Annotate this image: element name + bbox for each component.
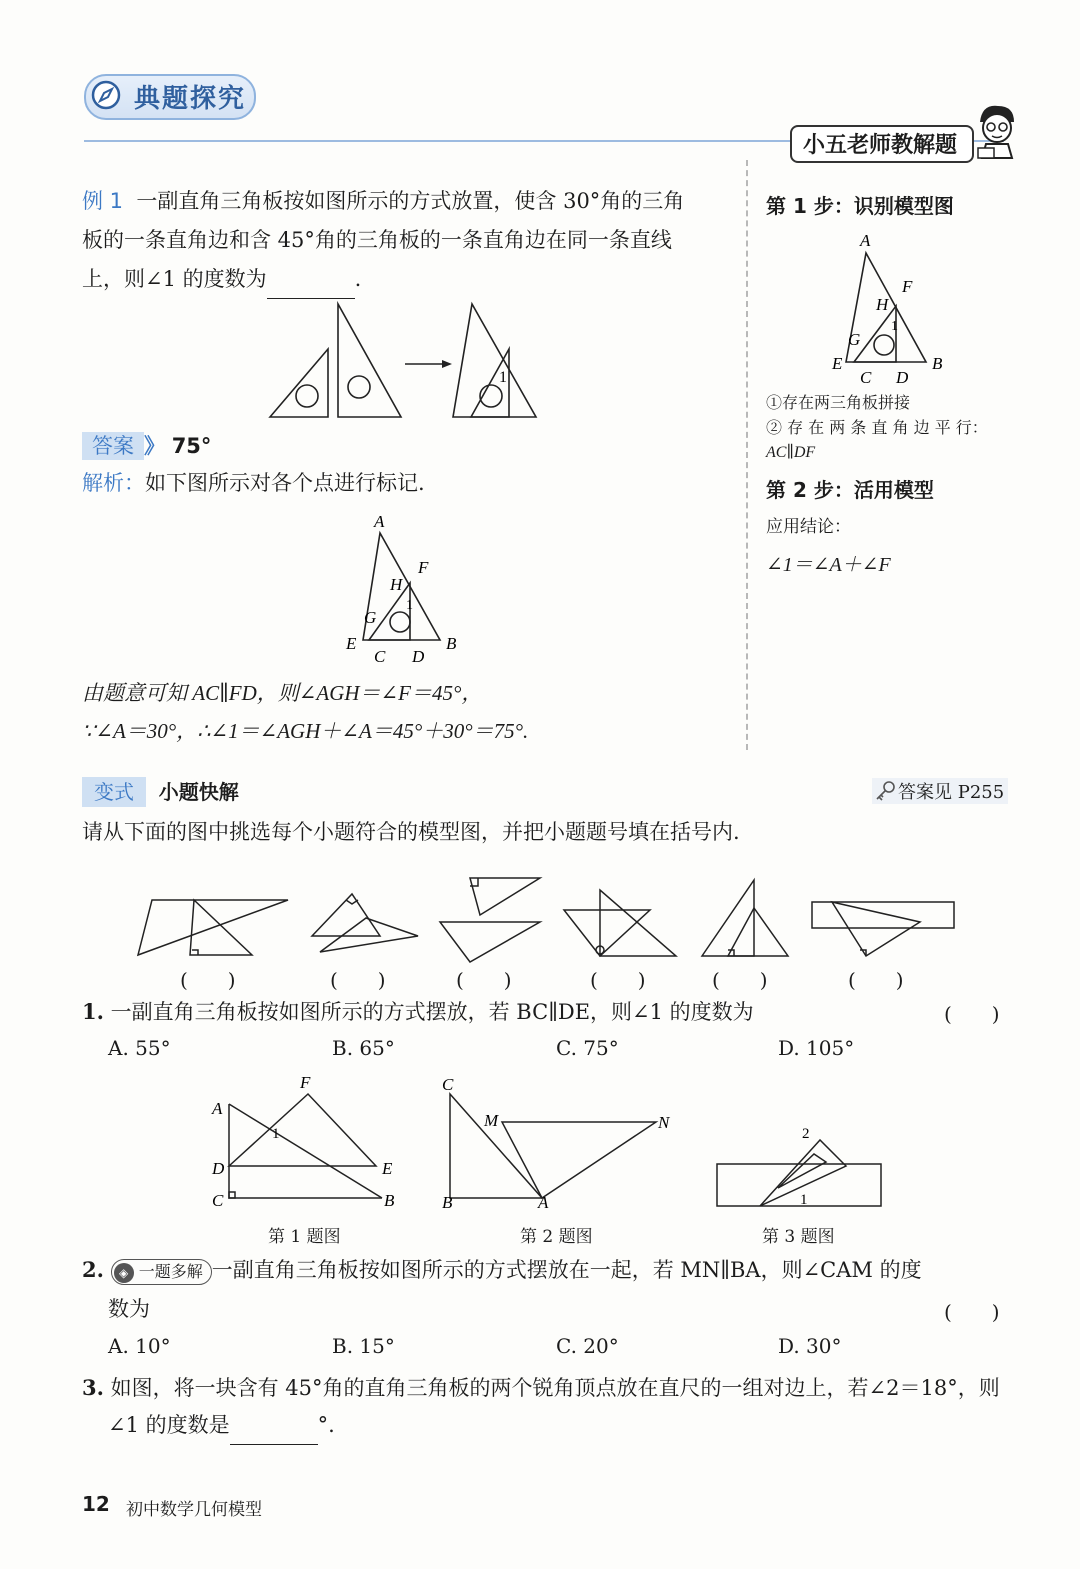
svg-text:F: F [418,558,429,577]
svg-text:D: D [212,1159,225,1178]
q1-text: 一副直角三角板按如图所示的方式摆放，若 BC∥DE，则∠1 的度数为 [110,1000,754,1024]
q1-option-c[interactable]: C. 75° [556,1036,619,1060]
svg-text:1: 1 [800,1192,808,1208]
q1: 1. 一副直角三角板按如图所示的方式摆放，若 BC∥DE，则∠1 的度数为 [82,999,754,1024]
multi-solution-badge: ◈ 一题多解 [111,1259,212,1285]
sidebar-notes: ①存在两三角板拼接 ② 存 在 两 条 直 角 边 平 行： AC∥DF [766,393,988,461]
q1-option-b[interactable]: B. 65° [332,1036,395,1060]
svg-text:A: A [538,1193,549,1212]
model-figures [130,870,970,965]
analysis-text: 如下图所示对各个点进行标记. [145,471,425,495]
model-paren-3[interactable]: ( ) [456,968,512,992]
example-line-1: 一副直角三角板按如图所示的方式放置，使含 30°角的三角 [136,189,685,213]
svg-text:A: A [860,231,871,250]
q2-text-2: 数为 [108,1297,150,1321]
sidebar-formula: ∠1＝∠A＋∠F [766,554,891,576]
q2-option-b[interactable]: B. 15° [332,1334,395,1358]
example-figure [262,300,552,425]
variant-tag: 变式 [82,777,146,807]
example-label: 例 1 [82,189,124,213]
svg-text:E: E [382,1159,393,1178]
key-icon [874,780,896,802]
svg-text:D: D [896,368,909,387]
q2-option-a[interactable]: A. 10° [108,1334,171,1358]
q3-text: 如图，将一块含有 45°角的直角三角板的两个锐角顶点放在直尺的一组对边上，若∠2＝18°，则 [110,1376,1000,1400]
example-1: 例 1 一副直角三角板按如图所示的方式放置，使含 30°角的三角 板的一条直角边和含 45°角的三角板的一条直角边在同一条直线 上，则∠1 的度数为 . [82,182,732,299]
caption-1: 第 1 题图 [268,1227,341,1247]
model-paren-4[interactable]: ( ) [590,968,646,992]
q1-option-a[interactable]: A. 55° [108,1036,171,1060]
cube-icon: ◈ [114,1263,134,1283]
svg-text:H: H [876,295,889,314]
answer-tag: 答案 [82,432,144,460]
sidebar-step-1: 第 1 步：识别模型图 [766,194,954,218]
analysis-label: 解析： [82,471,145,495]
example-line-3: 上，则∠1 的度数为 [82,267,267,291]
answer-row [82,430,211,460]
q2-text: 一副直角三角板按如图所示的方式摆放在一起，若 MN∥BA，则∠CAM 的度 [211,1258,922,1282]
svg-text:B: B [442,1193,453,1212]
angle-1-label: 1 [499,369,507,386]
labeled-figure [340,505,470,670]
svg-text:E: E [832,354,843,373]
q1-option-d[interactable]: D. 105° [778,1036,855,1060]
caption-2: 第 2 题图 [520,1227,593,1247]
page-number: 12 [82,1492,110,1516]
teacher-avatar-icon [972,100,1022,162]
svg-text:F: F [902,277,913,296]
answer-blank[interactable] [267,278,355,299]
q2: 2. ◈ 一题多解 一副直角三角板按如图所示的方式摆放在一起，若 MN∥BA，则∠CAM 的度 [82,1250,1012,1290]
svg-text:D: D [412,647,425,666]
q2-option-d[interactable]: D. 30° [778,1334,842,1358]
q3-line-2: ∠1 的度数是 °. [108,1406,335,1445]
svg-text:G: G [364,608,377,627]
svg-text:A: A [374,512,385,531]
svg-text:F: F [300,1073,311,1092]
svg-text:C: C [442,1075,454,1094]
svg-text:E: E [346,634,357,653]
q1-paren[interactable]: ( ) [944,1002,1000,1026]
analysis-line-2: ∵∠A＝30°，∴∠1＝∠AGH＋∠A＝45°＋30°＝75°. [82,719,529,743]
compass-icon [90,79,122,111]
q2-option-c[interactable]: C. 20° [556,1334,619,1358]
model-paren-1[interactable]: ( ) [180,968,236,992]
model-paren-2[interactable]: ( ) [330,968,386,992]
question-figures [200,1070,900,1220]
svg-text:1: 1 [891,319,898,334]
teacher-title: 小五老师教解题 [803,133,958,158]
example-line-2: 板的一条直角边和含 45°角的三角板的一条直角边在同一条直线 [82,228,672,252]
variant-instruction: 请从下面的图中挑选每个小题符合的模型图，并把小题题号填在括号内. [82,820,740,844]
answer-ref[interactable]: 答案见 P255 [898,782,1005,803]
section-title: 典题探究 [134,84,247,114]
sidebar-figure [828,226,958,391]
variant-header [82,776,239,805]
svg-text:C: C [860,368,872,387]
variant-title: 小题快解 [158,780,239,804]
svg-text:A: A [212,1099,223,1118]
model-paren-6[interactable]: ( ) [848,968,904,992]
svg-text:B: B [446,634,457,653]
caption-3: 第 3 题图 [762,1227,835,1247]
svg-text:G: G [848,330,861,349]
svg-text:B: B [384,1191,395,1210]
svg-text:B: B [932,354,943,373]
svg-text:H: H [390,575,403,594]
svg-text:C: C [374,647,386,666]
book-title: 初中数学几何模型 [126,1500,262,1520]
q3-answer-blank[interactable] [230,1424,318,1445]
svg-text:1: 1 [406,598,413,613]
answer-value: 75° [171,434,212,458]
sidebar-apply: 应用结论： [766,517,851,537]
svg-text:N: N [658,1113,670,1132]
analysis [82,464,425,503]
column-divider [746,160,748,750]
answer-arrows: 》 [144,434,165,458]
q2-paren[interactable]: ( ) [944,1300,1000,1324]
svg-text:1: 1 [272,1126,280,1142]
model-paren-5[interactable]: ( ) [712,968,768,992]
q3: 3. 如图，将一块含有 45°角的直角三角板的两个锐角顶点放在直尺的一组对边上，若∠2＝18°，则 [82,1375,1000,1400]
svg-text:2: 2 [802,1126,810,1142]
svg-text:M: M [484,1111,499,1130]
svg-text:C: C [212,1191,224,1210]
sidebar-step-2: 第 2 步：活用模型 [766,478,934,502]
analysis-line-1: 由题意可知 AC∥FD，则∠AGH＝∠F＝45°， [82,681,483,705]
